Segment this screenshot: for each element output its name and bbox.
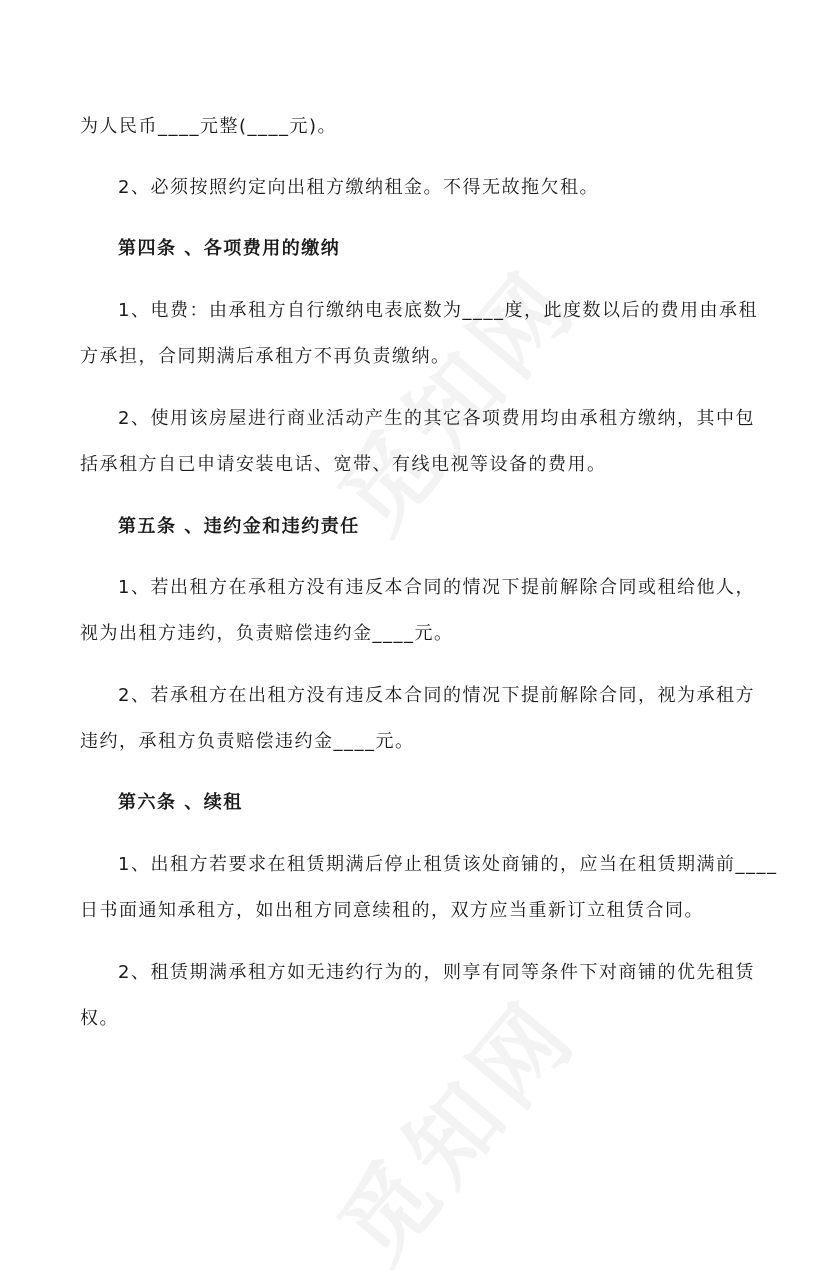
paragraph-line: 1、电费：由承租方自行缴纳电表底数为____度，此度数以后的费用由承租 xyxy=(118,300,758,321)
paragraph-line: 违约，承租方负责赔偿违约金____元。 xyxy=(80,731,415,752)
paragraph-line: 2、租赁期满承租方如无违约行为的，则享有同等条件下对商铺的优先租赁 xyxy=(118,962,755,983)
paragraph-line: 视为出租方违约，负责赔偿违约金____元。 xyxy=(80,623,454,644)
section-heading: 第六条 、续租 xyxy=(118,792,243,813)
paragraph-line: 2、若承租方在出租方没有违反本合同的情况下提前解除合同，视为承租方 xyxy=(118,685,755,706)
paragraph-line: 2、使用该房屋进行商业活动产生的其它各项费用均由承租方缴纳，其中包 xyxy=(118,408,755,429)
paragraph-line: 1、若出租方在承租方没有违反本合同的情况下提前解除合同或租给他人， xyxy=(118,577,755,598)
paragraph-line: 括承租方自已申请安装电话、宽带、有线电视等设备的费用。 xyxy=(80,454,607,475)
paragraph-line: 1、出租方若要求在租赁期满后停止租赁该处商铺的，应当在租赁期满前____ xyxy=(118,854,778,875)
watermark-bottom xyxy=(304,966,602,1285)
paragraph-line: 日书面通知承租方，如出租方同意续租的，双方应当重新订立租赁合同。 xyxy=(80,900,704,921)
section-heading: 第五条 、违约金和违约责任 xyxy=(118,516,360,537)
paragraph-line: 权。 xyxy=(80,1008,119,1029)
paragraph-line: 为人民币____元整(____元)。 xyxy=(80,116,338,137)
paragraph-line: 2、必须按照约定向出租方缴纳租金。不得无故拖欠租。 xyxy=(118,177,599,198)
watermark xyxy=(304,236,602,555)
paragraph-line: 方承担，合同期满后承租方不再负责缴纳。 xyxy=(80,346,451,367)
section-heading: 第四条 、各项费用的缴纳 xyxy=(118,238,341,259)
